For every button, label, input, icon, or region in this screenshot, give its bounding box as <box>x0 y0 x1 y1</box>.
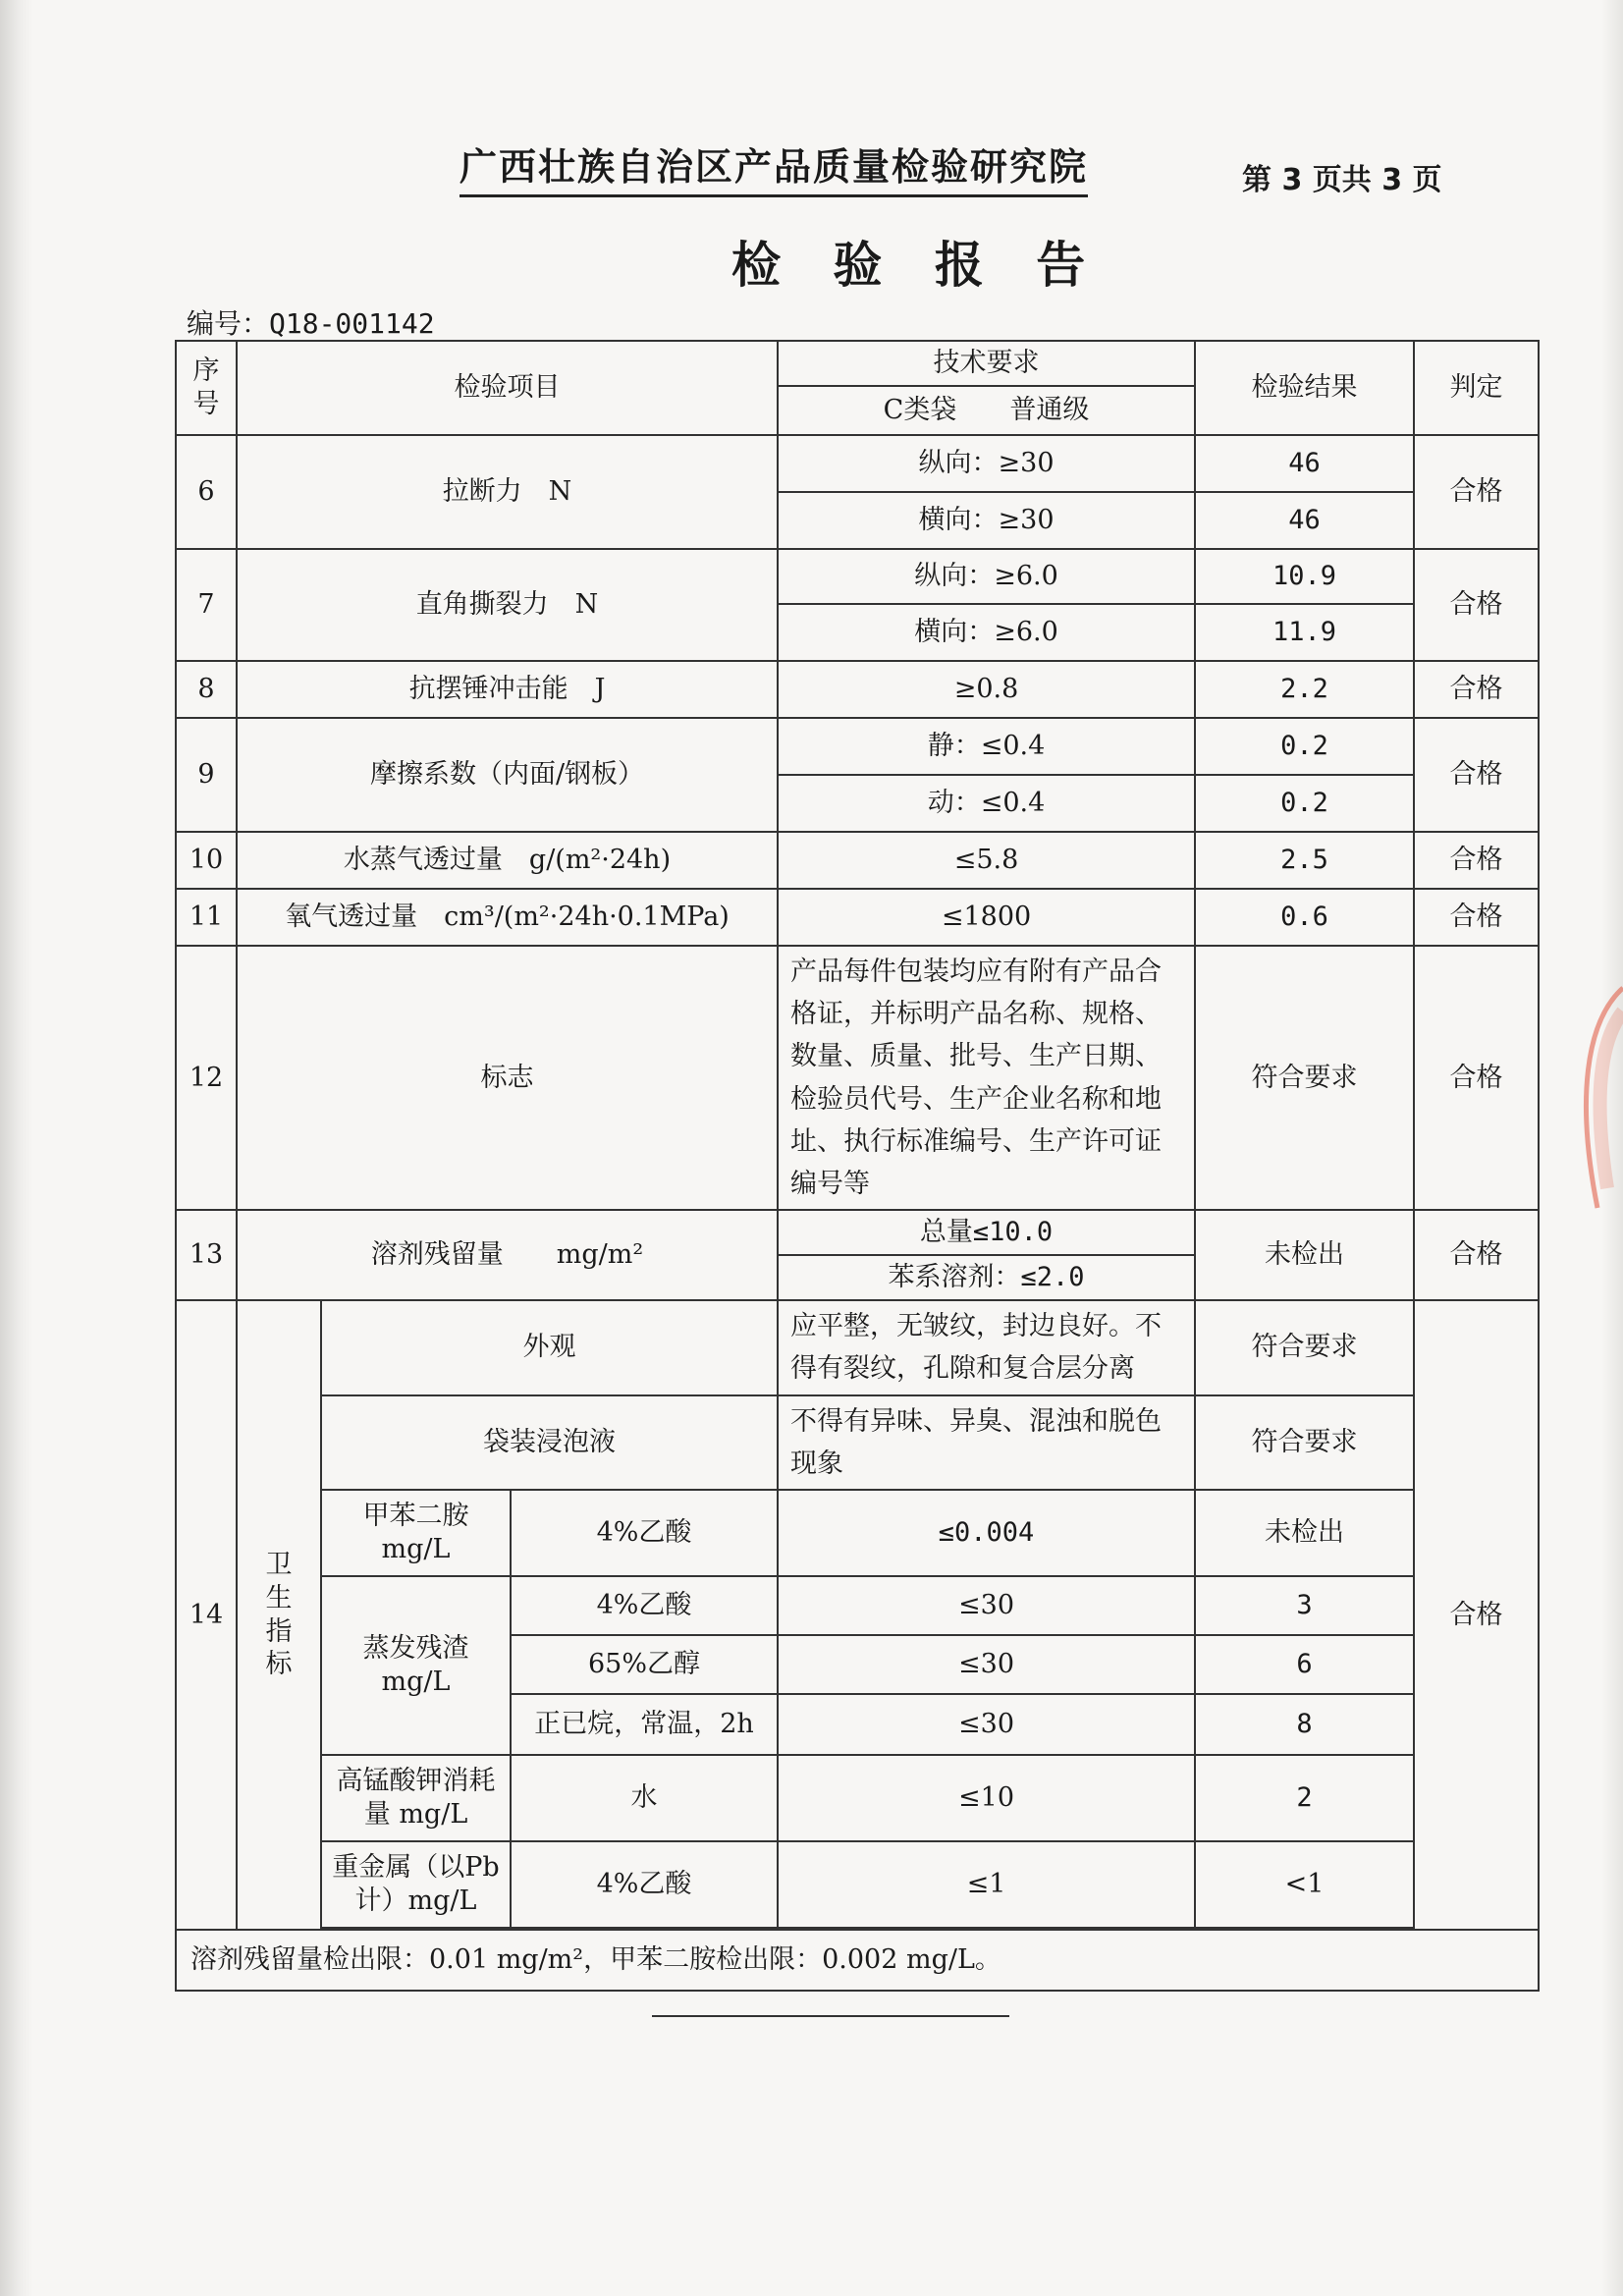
row-requirement: 纵向：≥6.0 <box>778 549 1195 604</box>
row-item: 标志 <box>237 946 778 1210</box>
row-result: 0.2 <box>1195 775 1414 832</box>
row-no: 14 <box>176 1300 237 1930</box>
row-result: 2.5 <box>1195 832 1414 889</box>
institute-name: 广西壮族自治区产品质量检验研究院 <box>460 145 1088 197</box>
row-result: 46 <box>1195 435 1414 492</box>
header-item: 检验项目 <box>237 341 778 435</box>
row-verdict: 合格 <box>1414 946 1539 1210</box>
row-requirement: 动：≤0.4 <box>778 775 1195 832</box>
row-verdict: 合格 <box>1414 1300 1539 1930</box>
row-condition: 4%乙酸 <box>511 1841 778 1928</box>
red-seal-stamp <box>1568 982 1623 1218</box>
page-edge-shadow <box>0 0 33 2296</box>
table-row <box>176 435 1539 492</box>
group-label: 卫 生 指 标 <box>237 1300 321 1930</box>
row-requirement: ≤30 <box>778 1635 1195 1694</box>
table-row <box>176 946 1539 1210</box>
row-item: 重金属（以Pb计）mg/L <box>321 1841 511 1928</box>
row-requirement: ≥0.8 <box>778 661 1195 718</box>
row-condition: 4%乙酸 <box>511 1576 778 1635</box>
row-result: 3 <box>1195 1576 1414 1635</box>
row-requirement: ≤1 <box>778 1841 1195 1928</box>
table-row <box>176 1841 1539 1928</box>
row-requirement: ≤5.8 <box>778 832 1195 889</box>
row-requirement: ≤0.004 <box>778 1490 1195 1576</box>
row-item: 溶剂残留量 mg/m² <box>237 1210 778 1300</box>
page-count: 第 3 页共 3 页 <box>1242 163 1442 197</box>
report-number: 编号：Q18-001142 <box>187 307 435 340</box>
header-result: 检验结果 <box>1195 341 1414 435</box>
table-row <box>176 1395 1539 1490</box>
row-no: 12 <box>176 946 237 1210</box>
row-item: 外观 <box>321 1300 778 1394</box>
table-row <box>176 832 1539 889</box>
note-row <box>176 1930 1539 1991</box>
row-requirement: 应平整，无皱纹，封边良好。不得有裂纹，孔隙和复合层分离 <box>778 1300 1195 1394</box>
row-item: 蒸发残渣 mg/L <box>321 1576 511 1755</box>
row-result: 符合要求 <box>1195 1395 1414 1490</box>
row-requirement: 产品每件包装均应有附有产品合格证，并标明产品名称、规格、数量、质量、批号、生产日期、检验员代号、生产企业名称和地址、执行标准编号、生产许可证编号等 <box>778 946 1195 1210</box>
header-no: 序号 <box>176 341 237 435</box>
row-result: 未检出 <box>1195 1210 1414 1300</box>
detection-limit-note: 溶剂残留量检出限：0.01 mg/m²，甲苯二胺检出限：0.002 mg/L。 <box>176 1930 1539 1991</box>
table-row <box>176 1300 1539 1394</box>
row-requirement: ≤1800 <box>778 889 1195 946</box>
row-requirement: ≤30 <box>778 1576 1195 1635</box>
table-row <box>176 889 1539 946</box>
row-no: 7 <box>176 549 237 661</box>
table-row <box>176 1210 1539 1255</box>
row-no: 9 <box>176 718 237 832</box>
table-row <box>176 1755 1539 1841</box>
row-verdict: 合格 <box>1414 718 1539 832</box>
row-requirement: 不得有异味、异臭、混浊和脱色现象 <box>778 1395 1195 1490</box>
row-result: 0.2 <box>1195 718 1414 775</box>
row-result: 2.2 <box>1195 661 1414 718</box>
table-row <box>176 718 1539 775</box>
header-requirement: 技术要求 <box>778 341 1195 386</box>
row-requirement: 静：≤0.4 <box>778 718 1195 775</box>
row-item: 摩擦系数（内面/钢板） <box>237 718 778 832</box>
row-item: 甲苯二胺 mg/L <box>321 1490 511 1576</box>
row-no: 8 <box>176 661 237 718</box>
inspection-table <box>175 340 1540 1992</box>
row-no: 11 <box>176 889 237 946</box>
row-no: 10 <box>176 832 237 889</box>
row-requirement: ≤10 <box>778 1755 1195 1841</box>
row-verdict: 合格 <box>1414 661 1539 718</box>
row-requirement: 横向：≥6.0 <box>778 604 1195 661</box>
row-requirement: 横向：≥30 <box>778 492 1195 549</box>
report-title: 检 验 报 告 <box>731 237 1104 294</box>
table-row <box>176 1490 1539 1576</box>
row-result: 10.9 <box>1195 549 1414 604</box>
row-condition: 水 <box>511 1755 778 1841</box>
table-row <box>176 1576 1539 1635</box>
row-no: 6 <box>176 435 237 549</box>
row-result: 46 <box>1195 492 1414 549</box>
row-verdict: 合格 <box>1414 549 1539 661</box>
row-result: 2 <box>1195 1755 1414 1841</box>
row-result: 11.9 <box>1195 604 1414 661</box>
header-verdict: 判定 <box>1414 341 1539 435</box>
row-condition: 65%乙醇 <box>511 1635 778 1694</box>
row-result: 0.6 <box>1195 889 1414 946</box>
row-item: 水蒸气透过量 g/(m²·24h) <box>237 832 778 889</box>
row-result: 6 <box>1195 1635 1414 1694</box>
row-requirement: 纵向：≥30 <box>778 435 1195 492</box>
row-item: 直角撕裂力 N <box>237 549 778 661</box>
row-result: <1 <box>1195 1841 1414 1928</box>
row-requirement: ≤30 <box>778 1694 1195 1755</box>
row-result: 8 <box>1195 1694 1414 1755</box>
end-line <box>652 2015 1009 2017</box>
row-verdict: 合格 <box>1414 1210 1539 1300</box>
row-item: 氧气透过量 cm³/(m²·24h·0.1MPa) <box>237 889 778 946</box>
row-item: 抗摆锤冲击能 J <box>237 661 778 718</box>
row-result: 未检出 <box>1195 1490 1414 1576</box>
row-requirement: 苯系溶剂：≤2.0 <box>778 1255 1195 1300</box>
row-no: 13 <box>176 1210 237 1300</box>
row-result: 符合要求 <box>1195 1300 1414 1394</box>
row-condition: 正已烷，常温，2h <box>511 1694 778 1755</box>
row-result: 符合要求 <box>1195 946 1414 1210</box>
row-verdict: 合格 <box>1414 832 1539 889</box>
row-requirement: 总量≤10.0 <box>778 1210 1195 1255</box>
row-verdict: 合格 <box>1414 435 1539 549</box>
header-requirement-sub: C类袋 普通级 <box>778 386 1195 435</box>
row-condition: 4%乙酸 <box>511 1490 778 1576</box>
header-row <box>176 341 1539 386</box>
table-row <box>176 661 1539 718</box>
row-verdict: 合格 <box>1414 889 1539 946</box>
row-item: 高锰酸钾消耗量 mg/L <box>321 1755 511 1841</box>
row-item: 袋装浸泡液 <box>321 1395 778 1490</box>
row-item: 拉断力 N <box>237 435 778 549</box>
table-row <box>176 549 1539 604</box>
